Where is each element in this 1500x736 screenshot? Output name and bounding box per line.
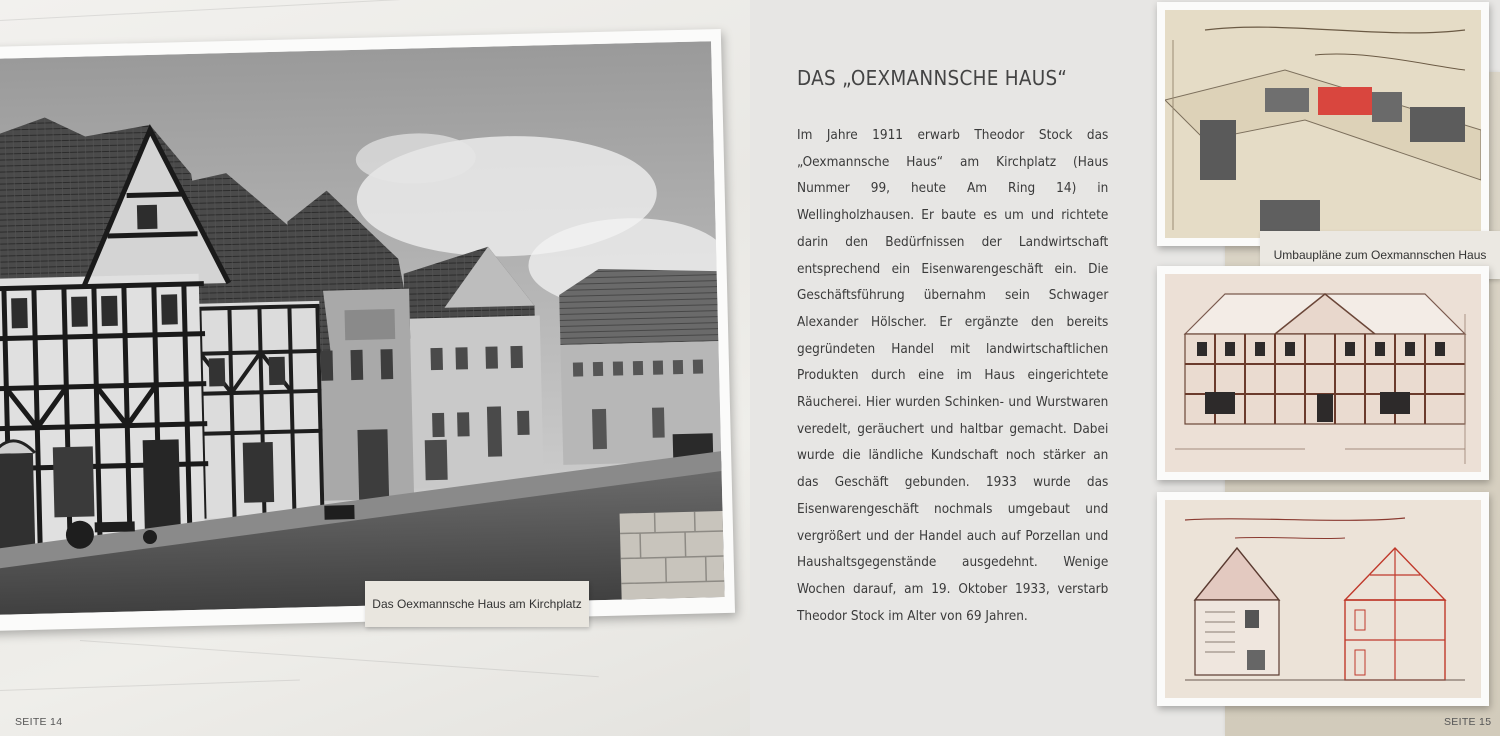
page-number-left: SEITE 14 [15, 716, 63, 728]
section-drawing [1165, 500, 1481, 698]
historic-street-photo [0, 41, 725, 615]
site-plan-thumbnail [1157, 2, 1489, 246]
paper-streak [0, 0, 400, 21]
photo-caption: Das Oexmannsche Haus am Kirchplatz [365, 581, 589, 627]
paper-streak [80, 640, 599, 677]
facade-elevation-drawing [1165, 274, 1481, 472]
article-heading: DAS „OEXMANNSCHE HAUS“ [797, 66, 1068, 90]
article-body: Im Jahre 1911 erwarb Theodor Stock das „Oexmannsche Haus“ am Kirchplatz (Haus Nummer 99, heute Am Ring 14) in Wellingholzhausen. Er baute es um und richtete darin den Bedürfnissen der Landwirtschaft entsprechend ein Eisenwarengeschäft ein. Die Geschäftsführung übernahm sein Schwager Alexander Hölscher. Er ergänzte den bereits gegründeten Handel mit landwirtschaftlichen Produkten durch eine im Haus eingerichtete Räucherei. Hier wurden Schinken- und Wurstwaren veredelt, geräuchert und haltbar gemacht. Dabei wurde die ländliche Kundschaft noch stärker an das Geschäft gebunden. 1933 wurde das Eisenwarengeschäft nochmals umgebaut und vergrößert und der Handel auch auf Porzellan und Haushaltsgegenstände ausgedehnt. Wenige Wochen darauf, am 19. Oktober 1933, verstarb Theodor Stock im Alter von 69 Jahren. [797, 128, 1109, 624]
page-number-right: SEITE 15 [1444, 716, 1492, 728]
site-plan-drawing [1165, 10, 1481, 238]
section-plan-thumbnail [1157, 492, 1489, 706]
paper-streak [0, 680, 300, 691]
historic-photo-frame [0, 29, 735, 631]
thumbnail-caption: Umbaupläne zum Oexmannschen Haus [1260, 231, 1500, 279]
facade-plan-thumbnail [1157, 266, 1489, 480]
